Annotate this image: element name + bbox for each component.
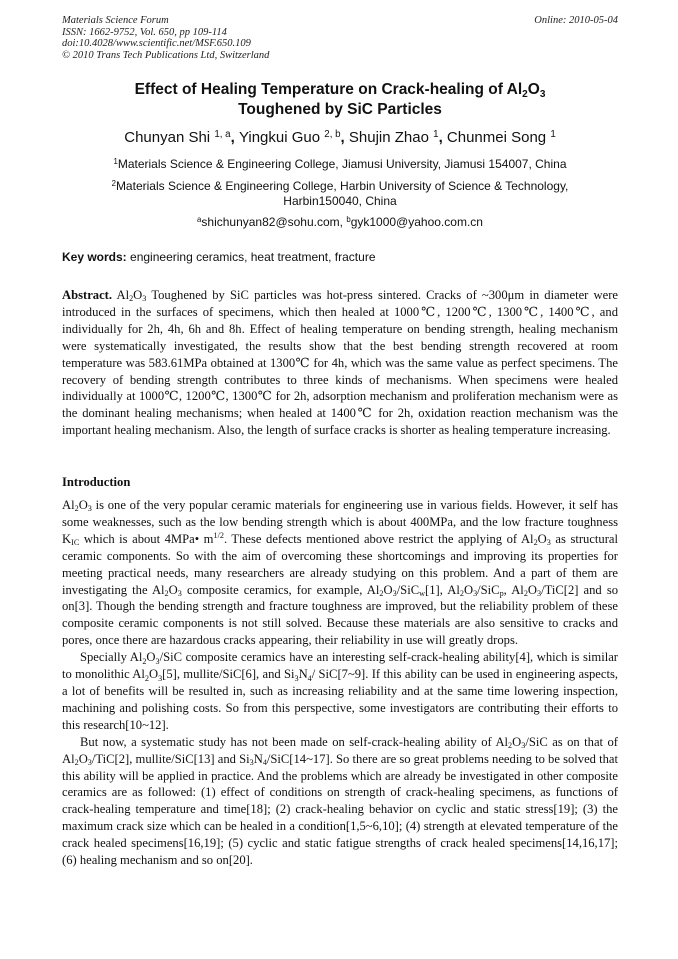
intro-paragraph-3: But now, a systematic study has not been made on self-crack-healing ability of $Al_2O_3$/SiC as on that of $Al_2O_3/TiC[2]$, mullite/SiC[13] and $Si_3N_4/SiC[14\sim 17]$. So there are so great problems needing to be solved that this ability will be applied in practice. And the problems which are already be investigated in other composite ceramics are as followed: (1) effect of conditions on strength of crack-healing specimens, as functions of crack-healing temperature and time[18]; (2) crack-healing behavior on cyclic and static stress[19]; (3) the maximum crack size which can be healed in a condition[1,5~6,10]; (4) strength at elevated temperature of the crack healed specimens[16,19]; (5) cyclic and static fatigue strengths of crack healed specimens[14,16,17]; (6) healing mechanism and so on[20].	[62, 734, 618, 868]
keywords-label: Key words:	[62, 250, 127, 264]
author-name: Chunyan Shi	[124, 129, 211, 146]
abstract-text: Toughened by SiC particles was hot-press sintered. Cracks of ~300μm in diameter were introduced in the surfaces of specimens, which then healed at 1000℃, 1200℃, 1300℃, 1400℃, and individually for 2h, 4h, 6h and 8h. Effect of healing temperature on bending strength, healing mechanism were systematically investigated, the results show that the best bending strength recovered at room temperature was 583.61MPa obtained at 1300℃ for 4h, which was the same value as perfect specimens. The recovery of bending strength contributes to three kinds of mechanisms. When specimens were healed individually at 1000℃, 1200℃, 1300℃ for 2h, adsorption mechanism and proliferation mechanism were as the dominant healing mechanisms; when healed at 1400℃ for 2h, oxidation reaction mechanism was the important healing mechanism. Also, the length of surface cracks is shorter as healing temperature increasing.	[62, 288, 618, 438]
paper-title	[62, 80, 618, 120]
doi-line: doi:10.4028/www.scientific.net/MSF.650.109	[62, 38, 251, 49]
author-name: Yingkui Guo	[238, 129, 321, 146]
email-a[interactable]: shichunyan82@sohu.com,	[201, 215, 343, 229]
introduction-body	[62, 497, 618, 869]
online-date: Online: 2010-05-04	[534, 15, 618, 26]
keywords-text: engineering ceramics, heat treatment, fracture	[130, 250, 376, 264]
email-b[interactable]: gyk1000@yahoo.com.cn	[350, 215, 483, 229]
abstract-label: Abstract.	[62, 288, 113, 302]
intro-paragraph-2: Specially $Al_2O_3$/SiC composite ceramics have an interesting self-crack-healing ability[4], which is similar to monolithic $Al_2O_3[5]$, mullite/SiC[6], and $Si_3N_4/$ SiC[7~9]. If this ability can be used in engineering aspects, a lot of benefits will be resulted in, such as increasing reliability and at the same time lowering inspection, machining and polishing costs. So from this perspective, some investigators are contributing their efforts to this research[10~12].	[62, 650, 618, 732]
abstract: Abstract. $Al_2O_3$ Toughened by SiC particles was hot-press sintered. Cracks of ~300μm in diameter were introduced in the surfaces of specimens, which then healed at 1000℃, 1200℃, 1300℃, 1400℃, and individually for 2h, 4h, 6h and 8h. Effect of healing temperature on bending strength, healing mechanism were systematically investigated, the results show that the best bending strength recovered at room temperature was 583.61MPa obtained at 1300℃ for 4h, which was the same value as perfect specimens. The recovery of bending strength contributes to three kinds of mechanisms. When specimens were healed individually at 1000℃, 1200℃, 1300℃ for 2h, adsorption mechanism and proliferation mechanism were as the dominant healing mechanisms; when healed at 1400℃ for 2h, oxidation reaction mechanism was the important healing mechanism. Also, the length of surface cracks is shorter as healing temperature increasing.	[62, 288, 618, 438]
author-name: Shujin Zhao	[348, 129, 429, 146]
title-line-2: Toughened by SiC Particles	[238, 101, 442, 118]
intro-paragraph-1: $Al_2O_3$ is one of the very popular ceramic materials for engineering use in various fields. However, it self has some weaknesses, such as the low bending strength which is about 400MPa, and the low fracture toughness $K_{IC}$ which is about 4MPa• $m^{1/2}$. These defects mentioned above restrict the applying of $Al_2O_3$ as structural ceramic components. So with the aim of overcoming these shortcomings and improving its properties for meeting practical needs, many researchers are already studying on this problem. And a part of them are investigating the $Al_2O_3$ composite ceramics, for example, $Al_2O_3/SiC_w[1]$, $Al_2O_3/SiC_p$, $Al_2O_3/TiC[2]$ and so on[3]. Though the bending strength and fracture toughness are improved, but the reliability problem of these composite ceramic components is not still solved. Because these materials are also sensitive to cracks and pores, once there are hazardous cracks appearing, their reliability in use will greatly drops.	[62, 498, 619, 648]
affiliation-1: $^1$Materials Science & Engineering College, Jiamusi University, Jiamusi 154007, China	[113, 156, 567, 171]
issn-line: ISSN: 1662-9752, Vol. 650, pp 109-114	[62, 26, 227, 38]
title-line-1: Effect of Healing Temperature on Crack-healing of $Al_2O_3$	[134, 81, 546, 101]
copyright-line: © 2010 Trans Tech Publications Ltd, Switzerland	[62, 49, 270, 61]
affiliation-2: $^2$Materials Science & Engineering College, Harbin University of Science & Technology, Harbin150040, China	[111, 178, 569, 208]
section-heading-introduction: Introduction	[62, 475, 131, 489]
keywords	[62, 250, 618, 264]
author-name: Chunmei Song	[446, 129, 547, 146]
journal-name: Materials Science Forum	[62, 15, 169, 26]
journal-header	[62, 15, 618, 61]
email-line: $^a$shichunyan82@sohu.com, $^b$gyk1000@yahoo.com.cn	[197, 214, 483, 229]
author-list: Chunyan Shi $^{1, a}$, Yingkui Guo $^{2, b}$, Shujin Zhao $^1$, Chunmei Song $^1$	[124, 128, 556, 146]
